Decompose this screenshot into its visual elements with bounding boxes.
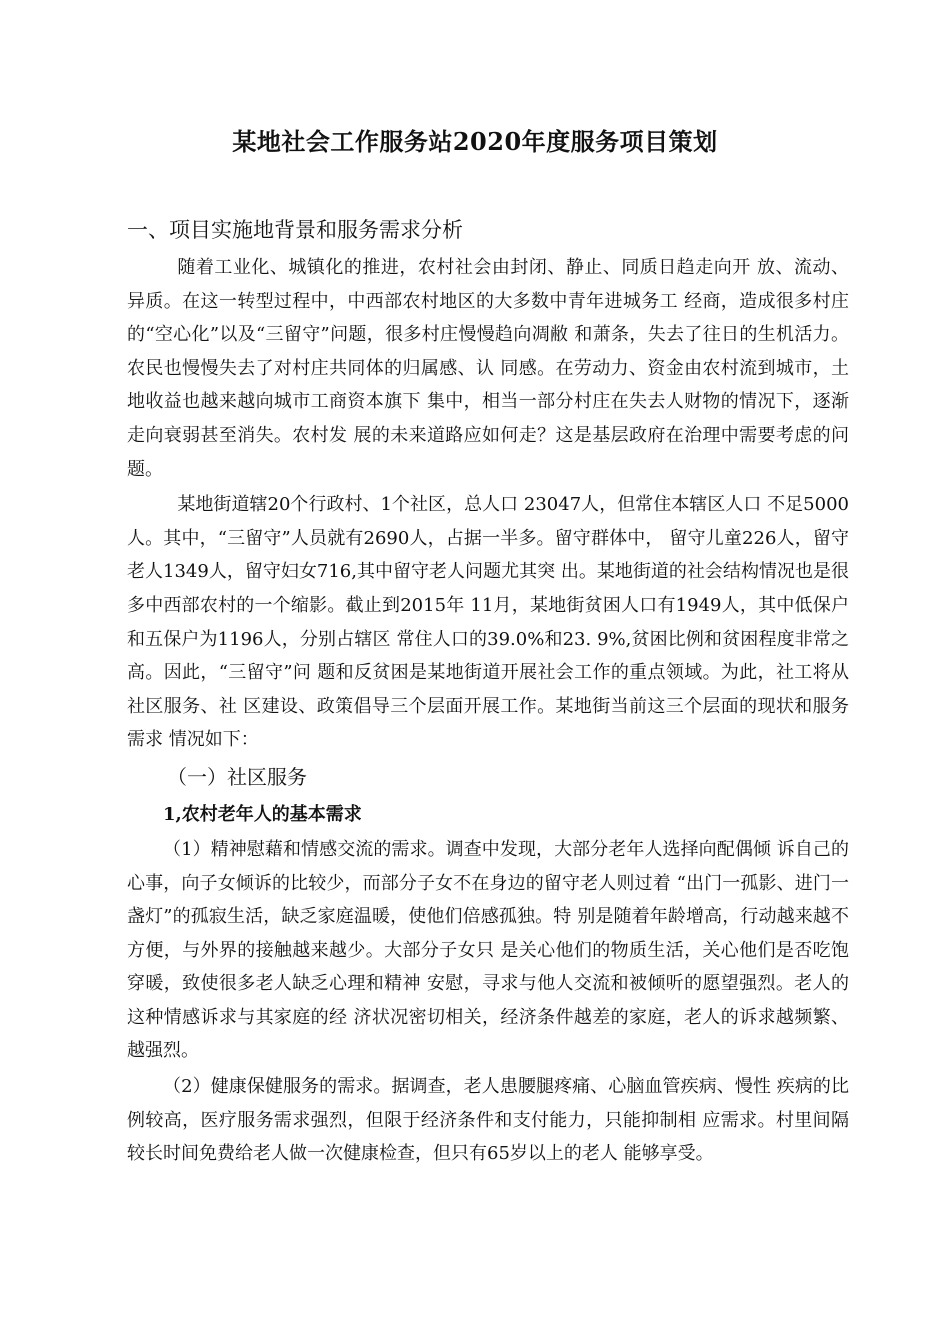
section-heading-background: 一、项目实施地背景和服务需求分析 [127,218,463,242]
subsubsection-heading-text: 1,农村老年人的基本需求 [163,803,362,825]
subsubsection-heading-elderly-needs [127,798,849,831]
document-title: 某地社会工作服务站2020年度服务项目策划 [232,127,718,156]
paragraph-demographics: 某地街道辖20个行政村、1个社区，总人口 23047人，但常住本辖区人口 不足5000人。其中，“三留守”人员就有2690人，占据一半多。留守群体中， 留守儿童226人，留守老人1349人，留守妇女716,其中留守老人问题尤其突 出。某地街道的社会结构情况也是很多中西部农村的一个缩影。截止到2015年 11月，某地街贫困人口有1949人，其中低保户和五保户为1196人，分别占辖区 常住人口的39.0%和23. 9%,贫困比例和贫困程度非常之高。因此，“三留守”问 题和反贫困是某地街道开展社会工作的重点领域。为此，社工将从社区服务、社 区建设、政策倡导三个层面开展工作。某地街当前这三个层面的现状和服务需求 情况如下： [127,494,849,751]
document-body [127,214,849,1171]
subsection-heading-community-service: （一）社区服务 [167,764,307,789]
paragraph-transformation: 随着工业化、城镇化的推进，农村社会由封闭、静止、同质日趋走向开 放、流动、异质。在这一转型过程中，中西部农村地区的大多数中青年进城务工 经商，造成很多村庄的“空心化”以及“三留守”问题，很多村庄慢慢趋向凋敝 和萧条，失去了往日的生机活力。农民也慢慢失去了对村庄共同体的归属感、认 同感。在劳动力、资金由农村流到城市，土地收益也越来越向城市工商资本旗下 集中，相当一部分村庄在失去人财物的情况下，逐渐走向衰弱甚至消失。农村发 展的未来道路应如何走？这是基层政府在治理中需要考虑的问题。 [127,257,849,480]
list-item-emotional-needs: （1）精神慰藉和情感交流的需求。调查中发现，大部分老年人选择向配偶倾 诉自己的心事，向子女倾诉的比较少，而部分子女不在身边的留守老人则过着 “出门一孤影、进门一盏灯”的孤寂生活，缺乏家庭温暖，使他们倍感孤独。特 别是随着年龄增高，行动越来越不方便，与外界的接触越来越少。大部分子女只 是关心他们的物质生活，关心他们是否吃饱穿暖，致使很多老人缺乏心理和精神 安慰，寻求与他人交流和被倾听的愿望强烈。老人的这种情感诉求与其家庭的经 济状况密切相关，经济条件越差的家庭，老人的诉求越频繁、越强烈。 [127,838,849,1062]
list-item-health-needs: （2）健康保健服务的需求。据调查，老人患腰腿疼痛、心脑血管疾病、慢性 疾病的比例较高，医疗服务需求强烈，但限于经济条件和支付能力，只能抑制相 应需求。村里间隔较长时间免费给老人做一次健康检查，但只有65岁以上的老人 能够享受。 [127,1076,849,1165]
